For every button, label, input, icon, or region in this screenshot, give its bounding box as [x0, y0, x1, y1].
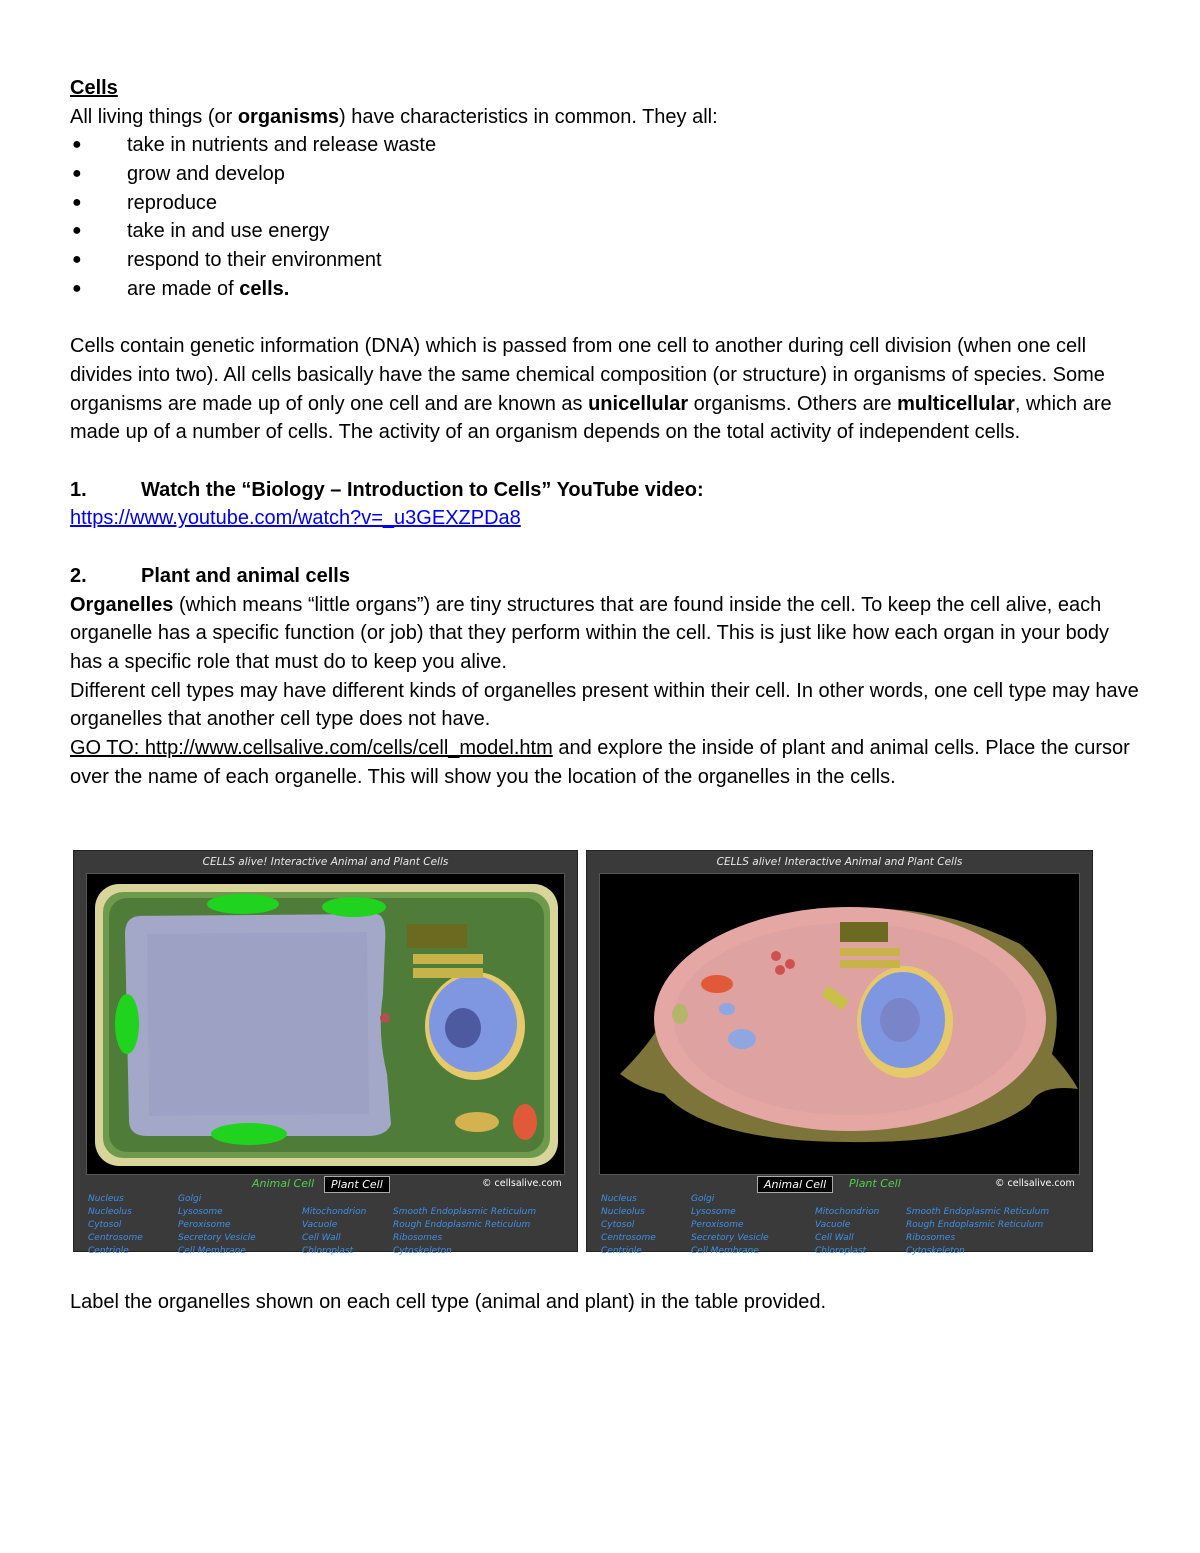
- organelle-link[interactable]: [302, 1193, 366, 1206]
- cell-types-paragraph: Different cell types may have different kinds of organelles present within their cell. In other words, one cell type may have organelles that another cell type does not have.: [70, 679, 1139, 731]
- cells-paragraph: Cells contain genetic information (DNA) which is passed from one cell to another during cell division (when one cell divides into two). All cells basically have the same chemical composition (or structure) in organisms of species. Some organisms are made up of only one cell and are known as unicellular organisms. Others are multicellular, which are made up of a number of cells. The activity of an organism depends on the total activity of independent cells.: [70, 335, 1112, 444]
- goto-paragraph: GO TO: http://www.cellsalive.com/cells/cell_model.htm and explore the inside of plant and animal cells. Place the cursor over the name of each organelle. This will show you the location of the organelles in the cells.: [70, 737, 1130, 788]
- organelle-link[interactable]: Nucleus: [88, 1194, 124, 1204]
- list-item: ● respond to their environment: [70, 246, 1140, 275]
- organelle-link[interactable]: Centriole: [88, 1246, 129, 1256]
- list-item: ● reproduce: [70, 189, 1140, 218]
- organelle-link[interactable]: Nucleus: [601, 1194, 637, 1204]
- organelle-link[interactable]: Nucleolus: [88, 1207, 132, 1217]
- organelle-link[interactable]: Cell Wall: [302, 1233, 341, 1243]
- organelle-link[interactable]: Rough Endoplasmic Reticulum: [393, 1220, 531, 1230]
- organelle-link[interactable]: Golgi: [178, 1194, 202, 1204]
- list-item: ● take in nutrients and release waste: [70, 131, 1140, 160]
- animal-cell-image: [599, 873, 1080, 1175]
- plant-cell-screenshot: [73, 850, 578, 1256]
- organelles-paragraph: Organelles (which means “little organs”) are tiny structures that are found inside the cell. To keep the cell alive, each organelle has a specific function (or job) that they perform within the cell. This is just like how each organ in your body has a specific role that must do to keep you alive.: [70, 593, 1110, 673]
- cellsalive-link[interactable]: GO TO: http://www.cellsalive.com/cells/cell_model.htm: [70, 737, 553, 760]
- organelle-link[interactable]: Lysosome: [178, 1207, 223, 1217]
- list-item: ● grow and develop: [70, 160, 1140, 189]
- organelle-link[interactable]: Cytosol: [88, 1220, 122, 1230]
- organelle-link[interactable]: Peroxisome: [178, 1220, 231, 1230]
- animal-cell-screenshot: [586, 850, 1093, 1256]
- organelle-link[interactable]: Centrosome: [88, 1233, 143, 1243]
- organelle-link[interactable]: Mitochondrion: [302, 1207, 367, 1217]
- organelle-link[interactable]: Cytoskeleton: [393, 1246, 452, 1256]
- tab-plant-cell[interactable]: Plant Cell: [849, 1177, 901, 1190]
- list-item: ● are made of cells.: [70, 275, 1140, 304]
- section-2-heading: 2. Plant and animal cells: [70, 564, 350, 587]
- organelle-link[interactable]: Secretory Vesicle: [691, 1233, 769, 1243]
- organelle-link[interactable]: Mitochondrion: [815, 1207, 880, 1217]
- organelle-link[interactable]: [906, 1193, 1049, 1206]
- tab-plant-cell[interactable]: Plant Cell: [324, 1176, 390, 1193]
- organelle-link[interactable]: Chloroplast: [302, 1246, 354, 1256]
- organelle-link[interactable]: Cell Membrane: [178, 1246, 246, 1256]
- organelle-link[interactable]: Secretory Vesicle: [178, 1233, 256, 1243]
- bullet-icon: ●: [72, 193, 82, 211]
- cell-tabs: [74, 1176, 577, 1194]
- organelle-link[interactable]: Smooth Endoplasmic Reticulum: [906, 1207, 1050, 1217]
- bullet-icon: ●: [72, 251, 82, 269]
- organelle-link[interactable]: Vacuole: [815, 1220, 851, 1230]
- organelle-link[interactable]: Lysosome: [691, 1207, 736, 1217]
- organelle-link[interactable]: [815, 1193, 879, 1206]
- organelle-link[interactable]: Vacuole: [302, 1220, 338, 1230]
- organelle-link[interactable]: Ribosomes: [393, 1233, 443, 1243]
- organelle-link[interactable]: Chloroplast: [815, 1246, 867, 1256]
- organelle-link[interactable]: [393, 1193, 536, 1206]
- organelle-link[interactable]: Cell Wall: [815, 1233, 854, 1243]
- organelle-link[interactable]: Cytosol: [601, 1220, 635, 1230]
- organelle-link[interactable]: Rough Endoplasmic Reticulum: [906, 1220, 1044, 1230]
- tab-animal-cell[interactable]: Animal Cell: [757, 1176, 833, 1193]
- organelle-link[interactable]: Centrosome: [601, 1233, 656, 1243]
- screenshot-title: CELLS alive! Interactive Animal and Plant Cells: [202, 856, 449, 868]
- section-1-heading: 1. Watch the “Biology – Introduction to Cells” YouTube video:: [70, 478, 704, 501]
- list-item: ● take in and use energy: [70, 217, 1140, 246]
- bullet-icon: ●: [72, 136, 82, 154]
- screenshot-title: CELLS alive! Interactive Animal and Plant Cells: [716, 856, 963, 868]
- credit-text: © cellsalive.com: [995, 1178, 1075, 1189]
- bullet-icon: ●: [72, 165, 82, 183]
- organelle-link[interactable]: Ribosomes: [906, 1233, 956, 1243]
- organelle-link[interactable]: Cell Membrane: [691, 1246, 759, 1256]
- organelle-link[interactable]: Centriole: [601, 1246, 642, 1256]
- organelle-link[interactable]: Nucleolus: [601, 1207, 645, 1217]
- organelle-link[interactable]: Smooth Endoplasmic Reticulum: [393, 1207, 537, 1217]
- bullet-icon: ●: [72, 279, 82, 297]
- organelle-link[interactable]: Peroxisome: [691, 1220, 744, 1230]
- document-body: [70, 74, 1140, 791]
- characteristics-list: [70, 131, 1140, 303]
- credit-text: © cellsalive.com: [482, 1178, 562, 1189]
- bullet-icon: ●: [72, 222, 82, 240]
- intro-text: All living things (or organisms) have characteristics in common. They all:: [70, 105, 718, 128]
- youtube-link[interactable]: https://www.youtube.com/watch?v=_u3GEXZPDa8: [70, 507, 521, 530]
- page-heading: Cells: [70, 77, 118, 99]
- organelle-link[interactable]: Cytoskeleton: [906, 1246, 965, 1256]
- cell-tabs: [587, 1176, 1092, 1194]
- organelle-link[interactable]: Golgi: [691, 1194, 715, 1204]
- closing-instruction: Label the organelles shown on each cell type (animal and plant) in the table provided.: [70, 1291, 827, 1313]
- tab-animal-cell[interactable]: Animal Cell: [252, 1177, 315, 1190]
- plant-cell-image: [86, 873, 565, 1175]
